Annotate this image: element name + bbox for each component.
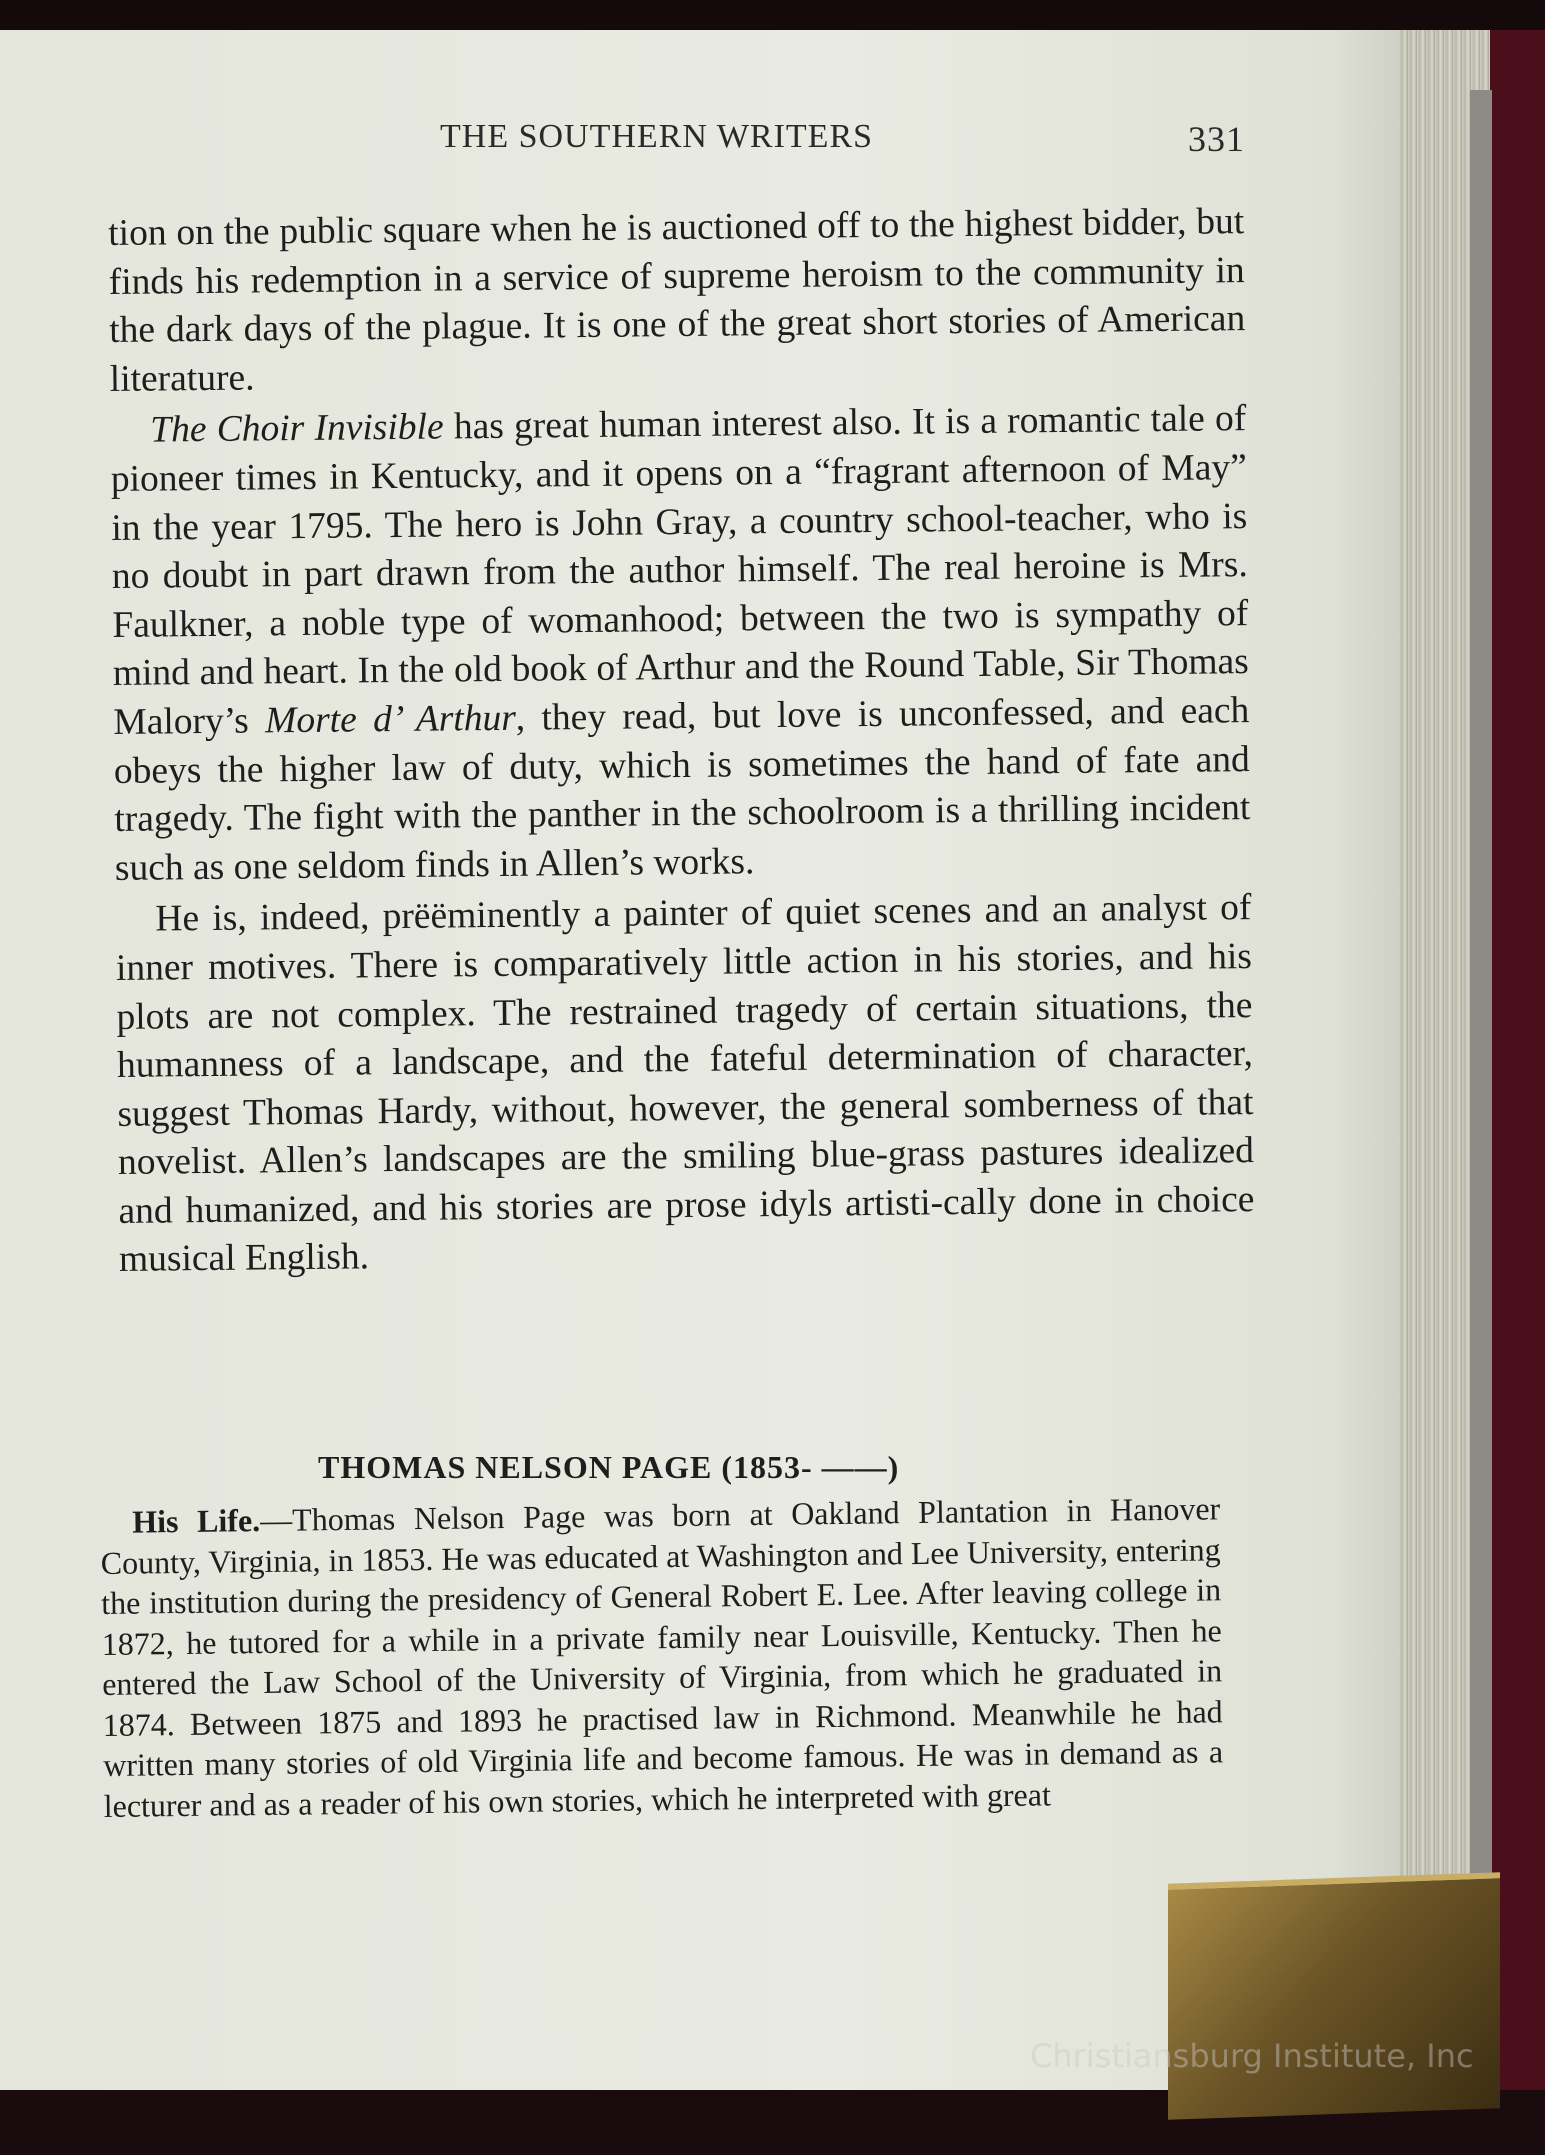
book-title-choir-invisible: The Choir Invisible	[150, 406, 444, 451]
section-lead: His Life.	[132, 1502, 261, 1540]
running-head	[440, 118, 1260, 168]
top-shadow	[0, 0, 1545, 30]
paragraph-2	[110, 395, 1251, 893]
page-stack-shadow	[1470, 90, 1492, 1970]
paragraph-3: He is, indeed, prëëminently a painter of quiet scenes and an analyst of inner motives. There is comparatively little action in his stories, and his plots are not complex. The restrained tragedy of certain situations, the humanness of a landscape, and the fateful determination of character, suggest Thomas Hardy, without, however, the general somberness of that novelist. Allen’s landscapes are the smiling blue-grass pastures idealized and humanized, and his stories are prose idyls artisti-cally done in choice musical English.	[115, 887, 1255, 1281]
page-number: 331	[1188, 119, 1245, 159]
watermark: Christiansburg Institute, Inc	[1030, 2037, 1474, 2075]
section-paragraph	[100, 1488, 1224, 1826]
body-text	[108, 198, 1255, 1285]
paragraph-2-text-b: , they read, but love is unconfessed, and each obeys the higher law of duty, which is sometimes the hand of fate and tragedy. The fight with the panther in the schoolroom is a thrilling incident such as one seldom finds in Allen’s works.	[113, 690, 1251, 889]
brass-page-weight	[1168, 1872, 1500, 2120]
running-head-title: THE SOUTHERN WRITERS	[440, 118, 874, 155]
paragraph-1: tion on the public square when he is auctioned off to the highest bidder, but finds his redemption in a service of supreme heroism to the community in the dark days of the plague. It is one of the great short stories of American literature.	[108, 201, 1246, 400]
section-text	[100, 1488, 1224, 1826]
section-heading: THOMAS NELSON PAGE (1853- ——)	[318, 1449, 900, 1485]
book-title-morte-d-arthur: Morte d’ Arthur	[264, 697, 517, 742]
section-body: —Thomas Nelson Page was born at Oakland Plantation in Hanover County, Virginia, in 1853. He was educated at Washington and Lee University, entering the institution during the presidency of General Robert E. Lee. After leaving college in 1872, he tutored for a while in a private family near Louisville, Kentucky. Then he entered the Law School of the University of Virginia, from which he graduated in 1874. Between 1875 and 1893 he practised law in Richmond. Meanwhile he had written many stories of old Virginia life and become famous. He was in demand as a lecturer and as a reader of his own stories, which he interpreted with great	[100, 1490, 1224, 1824]
paragraph-2-text-a: has great human interest also. It is a romantic tale of pioneer times in Kentucky, and it opens on a “fragrant afternoon of May” in the year 1795. The hero is John Gray, a country school-teacher, who is no doubt in part drawn from the author himself. The real heroine is Mrs. Faulkner, a noble type of womanhood; between the two is sympathy of mind and heart. In the old book of Arthur and the Round Table, Sir Thomas Malory’s	[110, 398, 1250, 743]
